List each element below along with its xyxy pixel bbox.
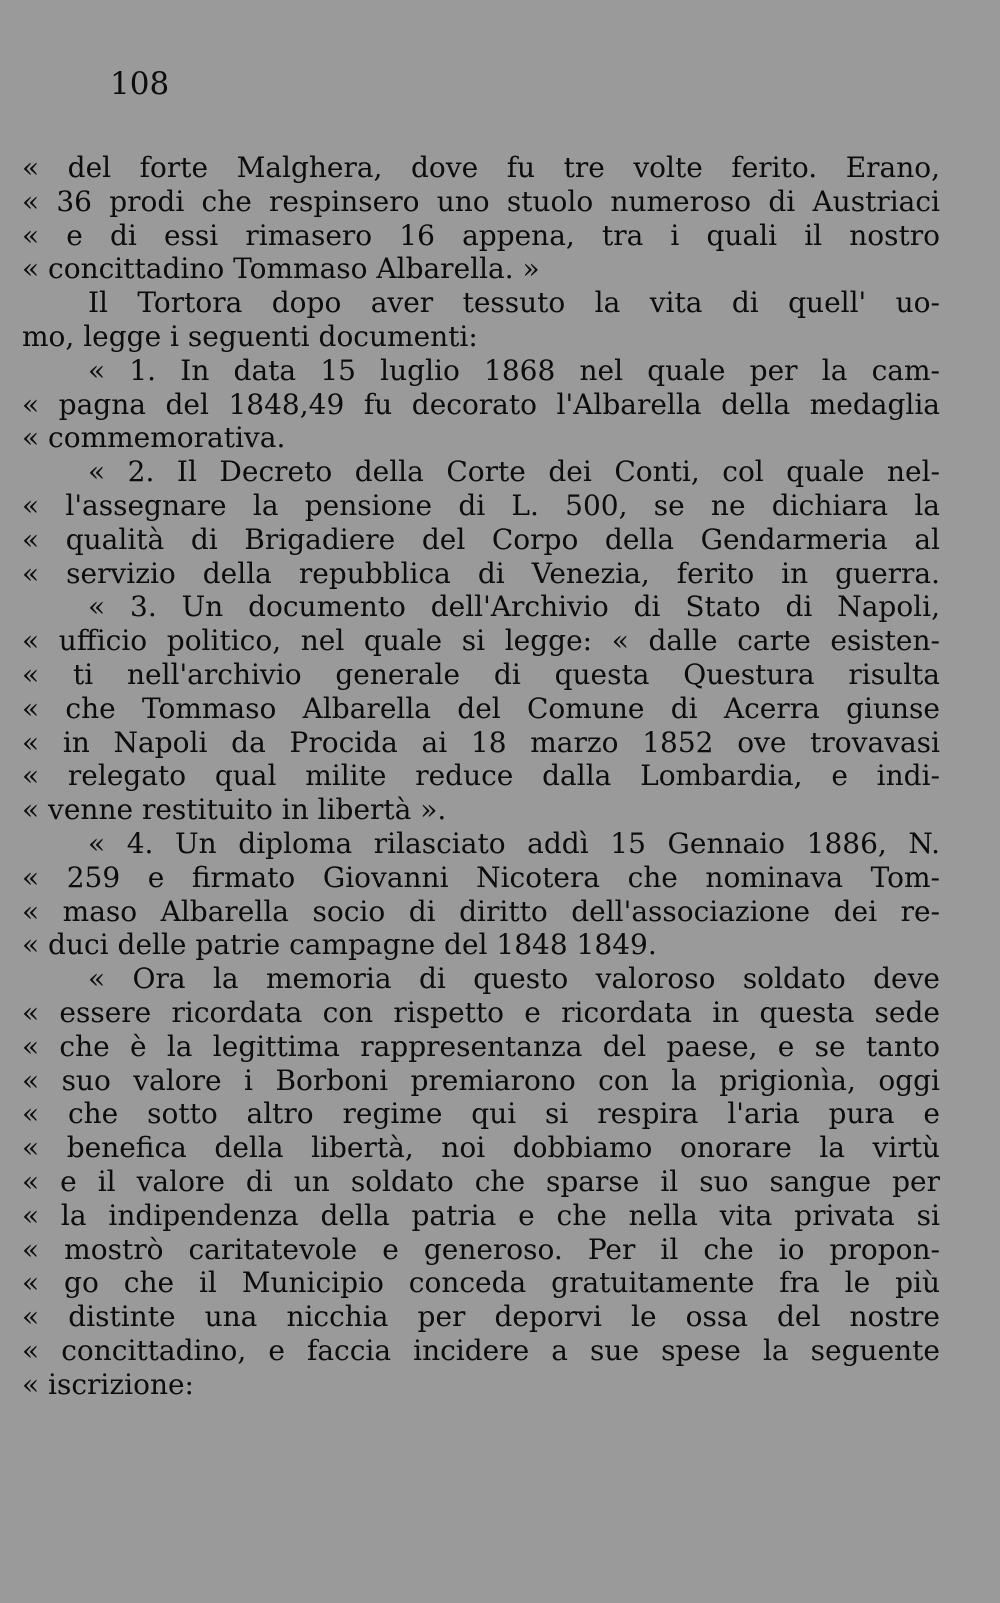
text-line: « la indipendenza della patria e che nella vita privata si <box>22 1198 940 1232</box>
text-line: « suo valore i Borboni premiarono con la prigionìa, oggi <box>22 1063 940 1097</box>
text-line: « che è la legittima rappresentanza del paese, e se tanto <box>22 1029 940 1063</box>
text-line: « mostrò caritatevole e generoso. Per il che io propon- <box>22 1232 940 1266</box>
page-number: 108 <box>110 66 170 102</box>
text-line: « del forte Malghera, dove fu tre volte ferito. Erano, <box>22 151 940 184</box>
text-line: « 1. In data 15 luglio 1868 nel quale per la cam- <box>88 353 940 387</box>
text-line: « che sotto altro regime qui si respira l'aria pura e <box>22 1097 940 1131</box>
text-line: « ufficio politico, nel quale si legge: « dalle carte esisten- <box>22 624 940 658</box>
text-line: « benefica della libertà, noi dobbiamo onorare la virtù <box>22 1131 940 1165</box>
text-line: « concittadino Tommaso Albarella. » <box>22 252 540 286</box>
text-line: « go che il Municipio conceda gratuitamente fra le più <box>22 1266 940 1300</box>
text-line: « iscrizione: <box>22 1367 194 1401</box>
text-line: « duci delle patrie campagne del 1848 1849. <box>22 928 657 962</box>
text-line: « essere ricordata con rispetto e ricordata in questa sede <box>22 995 940 1029</box>
text-line: « che Tommaso Albarella del Comune di Acerra giunse <box>22 691 940 725</box>
text-line: « ti nell'archivio generale di questa Questura risulta <box>22 657 940 691</box>
text-line: « 4. Un diploma rilasciato addì 15 Gennaio 1886, N. <box>88 826 940 860</box>
text-line: Il Tortora dopo aver tessuto la vita di quell' uo- <box>88 286 940 320</box>
text-line: « pagna del 1848,49 fu decorato l'Albarella della medaglia <box>22 387 940 421</box>
text-line: « 3. Un documento dell'Archivio di Stato di Napoli, <box>88 590 940 624</box>
text-line: « venne restituito in libertà ». <box>22 793 447 827</box>
text-line: « commemorativa. <box>22 421 286 455</box>
text-line: mo, legge i seguenti documenti: <box>22 319 478 353</box>
text-line: « maso Albarella socio di diritto dell'associazione dei re- <box>22 894 940 928</box>
body-text <box>22 151 940 1401</box>
text-line: « 36 prodi che respinsero uno stuolo numeroso di Austriaci <box>22 184 940 218</box>
text-line: « Ora la memoria di questo valoroso soldato deve <box>88 962 940 996</box>
text-line: « 259 e firmato Giovanni Nicotera che nominava Tom- <box>22 860 940 894</box>
text-line: « qualità di Brigadiere del Corpo della Gendarmeria al <box>22 522 940 556</box>
text-line: « concittadino, e faccia incidere a sue spese la seguente <box>22 1333 940 1367</box>
text-line: « in Napoli da Procida ai 18 marzo 1852 ove trovavasi <box>22 725 940 759</box>
text-line: « servizio della repubblica di Venezia, ferito in guerra. <box>22 556 940 590</box>
text-line: « e il valore di un soldato che sparse il suo sangue per <box>22 1164 940 1198</box>
text-line: « distinte una nicchia per deporvi le ossa del nostre <box>22 1300 940 1334</box>
text-line: « e di essi rimasero 16 appena, tra i quali il nostro <box>22 218 940 252</box>
text-line: « l'assegnare la pensione di L. 500, se ne dichiara la <box>22 488 940 522</box>
text-line: « 2. Il Decreto della Corte dei Conti, col quale nel- <box>88 455 940 489</box>
text-line: « relegato qual milite reduce dalla Lombardia, e indi- <box>22 759 940 793</box>
